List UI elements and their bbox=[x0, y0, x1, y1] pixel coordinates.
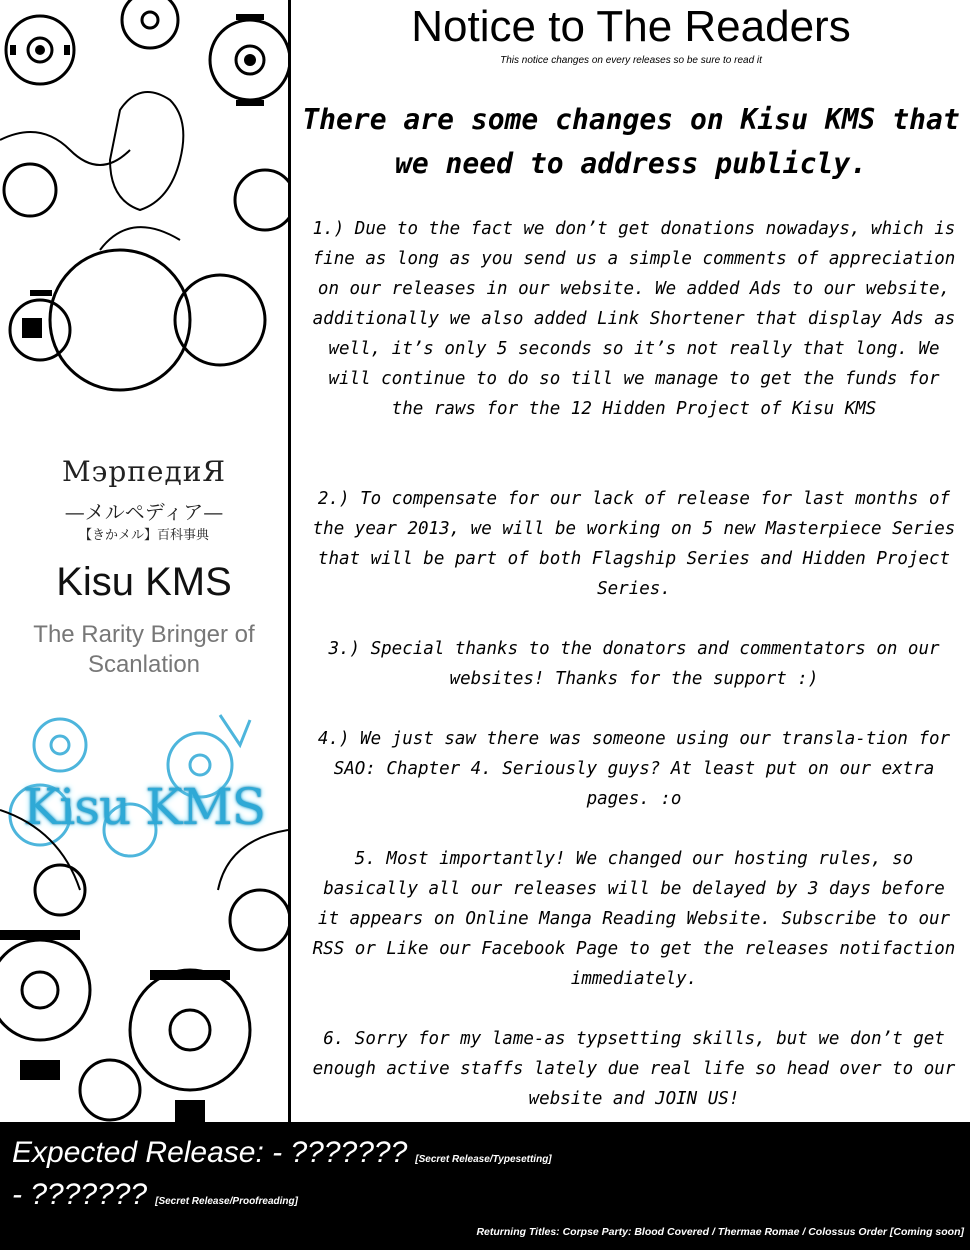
notice-item-1: 1.) Due to the fact we don’t get donations nowadays, which is fine as long as you send us a simple comments of appreciation on our releases in our website. We added Ads to our website, additionally we also added Link Shortener that display Ads as well, it’s only 5 seconds so it’s not really that long. We will continue to do so till we manage to get the funds for the raws for the 12 Hidden Project of Kisu KMS bbox=[312, 219, 956, 419]
notice-item-6: 6. Sorry for my lame-as typsetting skills, but we don’t get enough active staffs lately due real life so head over to our website and JOIN US! bbox=[312, 1029, 956, 1109]
gear-illustration-top bbox=[0, 0, 288, 420]
notice-item-2: 2.) To compensate for our lack of release for last months of the year 2013, we will be working on 5 new Masterpiece Series that will be part of both Flagship Series and Hidden Project Series. bbox=[312, 489, 956, 599]
notice-headline: There are some changes on Kisu KMS that we need to address publicly. bbox=[302, 103, 960, 180]
release-footer bbox=[0, 1122, 970, 1250]
gear-illustration-bottom bbox=[0, 690, 288, 1122]
expected-release-1-title: Expected Release: - ??????? bbox=[12, 1136, 408, 1169]
sidebar-title-ru: МэрпедиЯ bbox=[61, 455, 227, 488]
expected-release-2 bbox=[12, 1178, 298, 1212]
expected-release-1-note: [Secret Release/Typesetting] bbox=[415, 1154, 552, 1165]
returning-titles: Returning Titles: Corpse Party: Blood Covered / Thermae Romae / Colossus Order [Coming soon] bbox=[476, 1226, 964, 1238]
expected-release-2-note: [Secret Release/Proofreading] bbox=[155, 1196, 298, 1207]
expected-release-2-title: - ??????? bbox=[12, 1178, 148, 1211]
sidebar-title-jp: —メルペディア— bbox=[64, 500, 224, 524]
group-name: Kisu KMS bbox=[56, 560, 232, 604]
group-tagline: The Rarity Bringer of Scanlation bbox=[33, 621, 255, 678]
notice-panel bbox=[292, 0, 970, 1122]
notice-item-5: 5. Most importantly! We changed our hosting rules, so basically all our releases will be delayed by 3 days before it appears on Online Manga Reading Website. Subscribe to our RSS or Like our Facebook Page to get the releases notifaction immediately. bbox=[312, 849, 956, 989]
sidebar bbox=[0, 0, 288, 1122]
column-divider bbox=[288, 0, 291, 1122]
notice-title: Notice to The Readers bbox=[411, 2, 851, 51]
notice-subtitle: This notice changes on every releases so be sure to read it bbox=[500, 55, 762, 66]
sidebar-title-jp-sub: 【きかメル】百科事典 bbox=[78, 528, 209, 543]
notice-item-4: 4.) We just saw there was someone using our transla-tion for SAO: Chapter 4. Seriously guys? At least put on our extra pages. :o bbox=[317, 729, 951, 809]
notice-item-3: 3.) Special thanks to the donators and commentators on our websites! Thanks for the support :) bbox=[328, 639, 940, 689]
kisu-kms-logo-text: Kisu KMS bbox=[23, 778, 265, 836]
expected-release-1 bbox=[12, 1136, 552, 1170]
